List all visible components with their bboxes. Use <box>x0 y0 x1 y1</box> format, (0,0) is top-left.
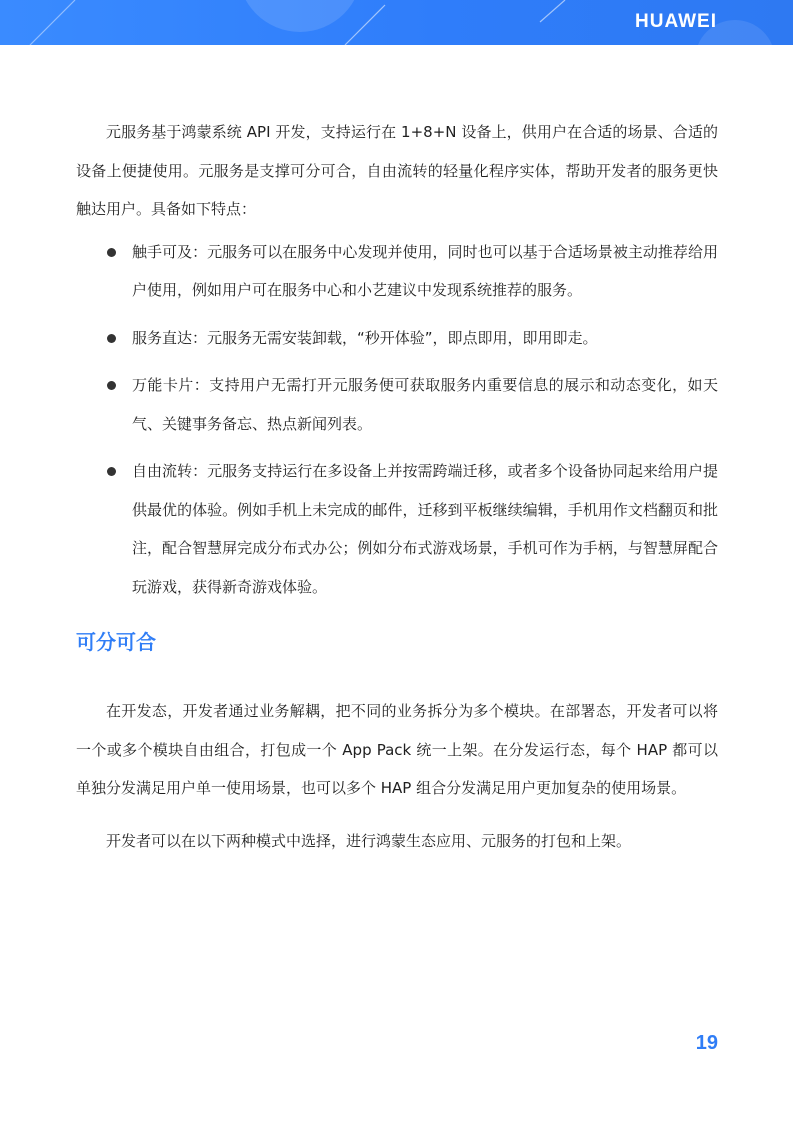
feature-text: 自由流转：元服务支持运行在多设备上并按需跨端迁移，或者多个设备协同起来给用户提供最优的体验。例如手机上未完成的邮件，迁移到平板继续编辑，手机用作文档翻页和批注，配合智慧屏完成分布式办公；例如分布式游戏场景，手机可作为手柄，与智慧屏配合玩游戏，获得新奇游戏体验。 <box>132 462 718 596</box>
section-paragraph: 开发者可以在以下两种模式中选择，进行鸿蒙生态应用、元服务的打包和上架。 <box>106 831 632 850</box>
feature-text: 万能卡片：支持用户无需打开元服务便可获取服务内重要信息的展示和动态变化，如天气、关键事务备忘、热点新闻列表。 <box>132 376 718 433</box>
feature-list <box>76 233 718 607</box>
bullet-icon <box>107 248 116 257</box>
feature-item <box>76 452 718 606</box>
feature-item <box>76 319 718 358</box>
intro-paragraph: 元服务基于鸿蒙系统 API 开发，支持运行在 1+8+N 设备上，供用户在合适的场景、合适的设备上便捷使用。元服务是支撑可分可合，自由流转的轻量化程序实体，帮助开发者的服务更快触达用户。具备如下特点： <box>76 123 718 218</box>
brand-logo-text: HUAWEI <box>635 11 717 32</box>
feature-text: 服务直达：元服务无需安装卸载，“秒开体验”，即点即用，即用即走。 <box>132 328 598 347</box>
header-band <box>0 0 793 45</box>
bullet-icon <box>107 381 116 390</box>
feature-item <box>76 366 718 443</box>
bullet-icon <box>107 334 116 343</box>
section-paragraph: 在开发态，开发者通过业务解耦，把不同的业务拆分为多个模块。在部署态，开发者可以将一个或多个模块自由组合，打包成一个 App Pack 统一上架。在分发运行态，每个 HAP 都可以单独分发满足用户单一使用场景，也可以多个 HAP 组合分发满足用户更加复杂的使用场景。 <box>76 702 718 797</box>
document-body <box>76 113 718 860</box>
feature-item <box>76 233 718 310</box>
bullet-icon <box>107 467 116 476</box>
page-number: 19 <box>695 1032 718 1054</box>
section-heading: 可分可合 <box>76 630 156 654</box>
feature-text: 触手可及：元服务可以在服务中心发现并使用，同时也可以基于合适场景被主动推荐给用户使用，例如用户可在服务中心和小艺建议中发现系统推荐的服务。 <box>132 242 718 299</box>
